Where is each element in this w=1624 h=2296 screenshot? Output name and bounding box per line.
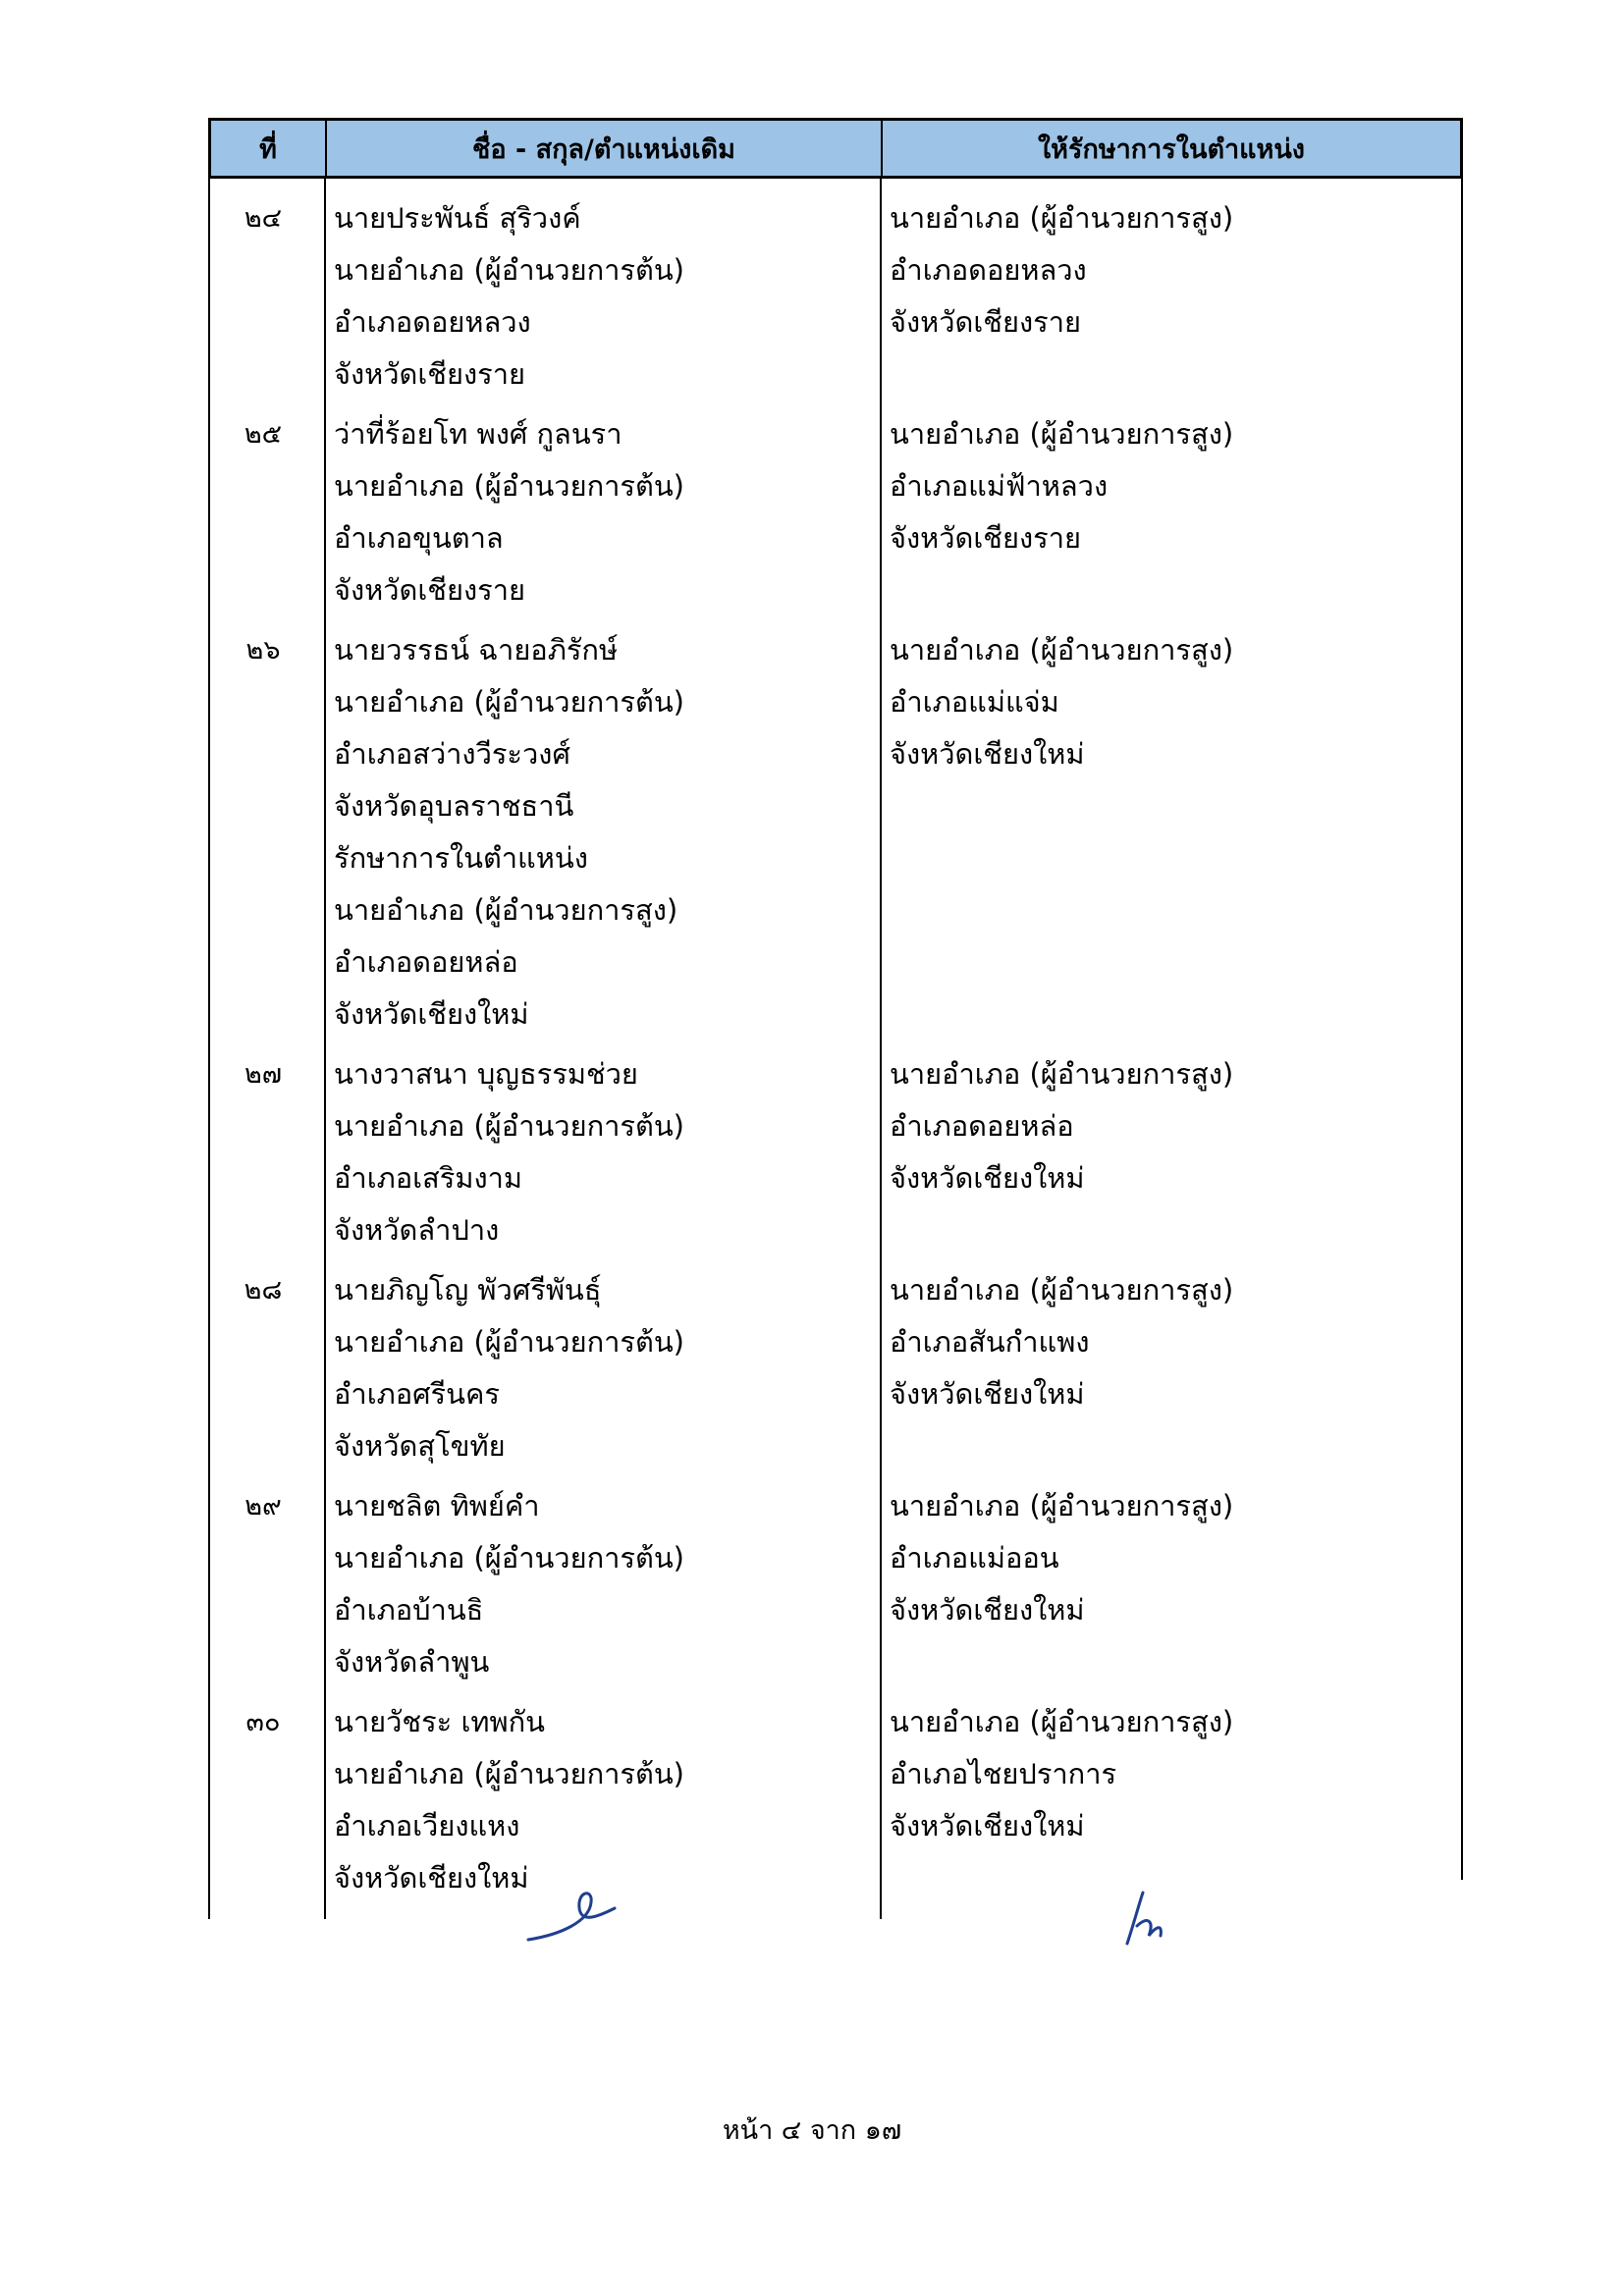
row-number: ๒๘ (244, 1275, 283, 1306)
old-position-line: อำเภอดอยหล่อ (334, 945, 518, 979)
acting-position-cell (880, 1264, 1457, 1472)
acting-position-line: นายอำเภอ (ผู้อำนวยการสูง) (890, 201, 1234, 235)
table-row (208, 1480, 1463, 1688)
old-position-line: นายอำเภอ (ผู้อำนวยการต้น) (334, 1325, 684, 1359)
header-name-old-position: ชื่อ - สกุล/ตำแหน่งเดิม (327, 121, 883, 176)
acting-position-cell (880, 192, 1457, 400)
person-name: นายวรรธน์ ฉายอภิรักษ์ (334, 633, 619, 667)
old-position-cell (324, 192, 880, 400)
old-position-cell (324, 1048, 880, 1256)
acting-position-line: นายอำเภอ (ผู้อำนวยการสูง) (890, 1057, 1234, 1091)
old-position-cell (324, 1696, 880, 1904)
table-row (208, 192, 1463, 400)
acting-position-line: จังหวัดเชียงใหม่ (890, 737, 1085, 771)
acting-position-line: อำเภอแม่ฟ้าหลวง (890, 469, 1109, 503)
old-position-line: จังหวัดเชียงใหม่ (334, 1861, 529, 1895)
table-header (208, 118, 1463, 179)
row-spacer (208, 616, 1463, 624)
table-row (208, 1696, 1463, 1904)
old-position-line: จังหวัดลำพูน (334, 1645, 490, 1679)
page-number: หน้า ๔ จาก ๑๗ (722, 2115, 902, 2146)
old-position-line: นายอำเภอ (ผู้อำนวยการต้น) (334, 469, 684, 503)
old-position-line: อำเภอศรีนคร (334, 1377, 500, 1411)
person-name: นายชลิต ทิพย์คำ (334, 1489, 540, 1522)
old-position-line: นายอำเภอ (ผู้อำนวยการต้น) (334, 685, 684, 719)
acting-position-line: นายอำเภอ (ผู้อำนวยการสูง) (890, 633, 1234, 667)
table-row (208, 624, 1463, 1041)
person-name: นายวัชระ เทพกัน (334, 1705, 545, 1738)
acting-position-line: อำเภอแม่ออน (890, 1541, 1059, 1575)
header-acting-position: ให้รักษาการในตำแหน่ง (1038, 133, 1305, 165)
signature-mark-left (520, 1881, 628, 1949)
row-spacer (208, 1041, 1463, 1048)
acting-position-cell (880, 624, 1457, 1041)
acting-position-line: จังหวัดเชียงใหม่ (890, 1809, 1085, 1842)
old-position-line: อำเภอขุนตาล (334, 521, 504, 555)
row-spacer (208, 400, 1463, 408)
old-position-line: นายอำเภอ (ผู้อำนวยการต้น) (334, 253, 684, 287)
acting-position-line: จังหวัดเชียงใหม่ (890, 1161, 1085, 1195)
old-position-line: อำเภอบ้านธิ (334, 1593, 484, 1627)
signature-mark-right (1113, 1887, 1182, 1955)
old-position-line: จังหวัดสุโขทัย (334, 1429, 506, 1463)
old-position-cell (324, 408, 880, 616)
row-number: ๒๔ (244, 203, 283, 234)
appointment-table (208, 118, 1463, 1946)
acting-position-line: นายอำเภอ (ผู้อำนวยการสูง) (890, 1705, 1234, 1738)
old-position-line: นายอำเภอ (ผู้อำนวยการต้น) (334, 1109, 684, 1143)
acting-position-line: นายอำเภอ (ผู้อำนวยการสูง) (890, 1273, 1234, 1307)
row-number: ๒๖ (245, 635, 281, 666)
acting-position-cell (880, 408, 1457, 616)
acting-position-line: นายอำเภอ (ผู้อำนวยการสูง) (890, 1489, 1234, 1522)
table-row (208, 1048, 1463, 1256)
acting-position-line: นายอำเภอ (ผู้อำนวยการสูง) (890, 417, 1234, 451)
old-position-line: นายอำเภอ (ผู้อำนวยการต้น) (334, 1757, 684, 1790)
old-position-line: จังหวัดเชียงราย (334, 573, 525, 607)
row-number: ๒๗ (244, 1059, 283, 1090)
old-position-line: จังหวัดเชียงราย (334, 357, 525, 391)
acting-position-cell (880, 1480, 1457, 1688)
person-name: ว่าที่ร้อยโท พงศ์ กูลนรา (334, 417, 623, 451)
acting-position-line: อำเภอสันกำแพง (890, 1325, 1090, 1359)
entries-list (208, 192, 1463, 1904)
acting-position-line: จังหวัดเชียงใหม่ (890, 1377, 1085, 1411)
old-position-line: จังหวัดลำปาง (334, 1213, 500, 1247)
old-position-cell (324, 1264, 880, 1472)
acting-position-line: อำเภอดอยหลวง (890, 253, 1087, 287)
row-number: ๒๕ (244, 419, 283, 450)
person-name: นางวาสนา บุญธรรมช่วย (334, 1057, 638, 1091)
person-name: นายภิญโญ พัวศรีพันธุ์ (334, 1273, 602, 1307)
row-number: ๒๙ (244, 1491, 282, 1522)
old-position-line: อำเภอสว่างวีระวงศ์ (334, 737, 570, 771)
acting-position-line: อำเภอดอยหล่อ (890, 1109, 1074, 1143)
acting-position-cell (880, 1048, 1457, 1256)
old-position-line: จังหวัดอุบลราชธานี (334, 789, 574, 823)
row-number: ๓๐ (245, 1707, 281, 1737)
acting-position-line: จังหวัดเชียงราย (890, 521, 1081, 555)
row-spacer (208, 1688, 1463, 1696)
acting-position-cell (880, 1696, 1457, 1904)
table-body (208, 179, 1463, 1946)
old-position-line: อำเภอเวียงแหง (334, 1809, 520, 1842)
acting-position-line: จังหวัดเชียงราย (890, 305, 1081, 339)
old-position-line: นายอำเภอ (ผู้อำนวยการต้น) (334, 1541, 684, 1575)
acting-position-line: จังหวัดเชียงใหม่ (890, 1593, 1085, 1627)
old-position-line: รักษาการในตำแหน่ง (334, 841, 588, 875)
header-no: ที่ (211, 121, 327, 176)
acting-position-line: อำเภอไชยปราการ (890, 1757, 1117, 1790)
old-position-cell (324, 624, 880, 1041)
old-position-line: อำเภอดอยหลวง (334, 305, 531, 339)
person-name: นายประพันธ์ สุริวงค์ (334, 201, 581, 235)
row-spacer (208, 1256, 1463, 1264)
old-position-line: อำเภอเสริมงาม (334, 1161, 523, 1195)
table-row (208, 408, 1463, 616)
old-position-line: นายอำเภอ (ผู้อำนวยการสูง) (334, 893, 678, 927)
row-spacer (208, 1472, 1463, 1480)
table-row (208, 1264, 1463, 1472)
old-position-line: จังหวัดเชียงใหม่ (334, 997, 529, 1031)
old-position-cell (324, 1480, 880, 1688)
acting-position-line: อำเภอแม่แจ่ม (890, 685, 1059, 719)
